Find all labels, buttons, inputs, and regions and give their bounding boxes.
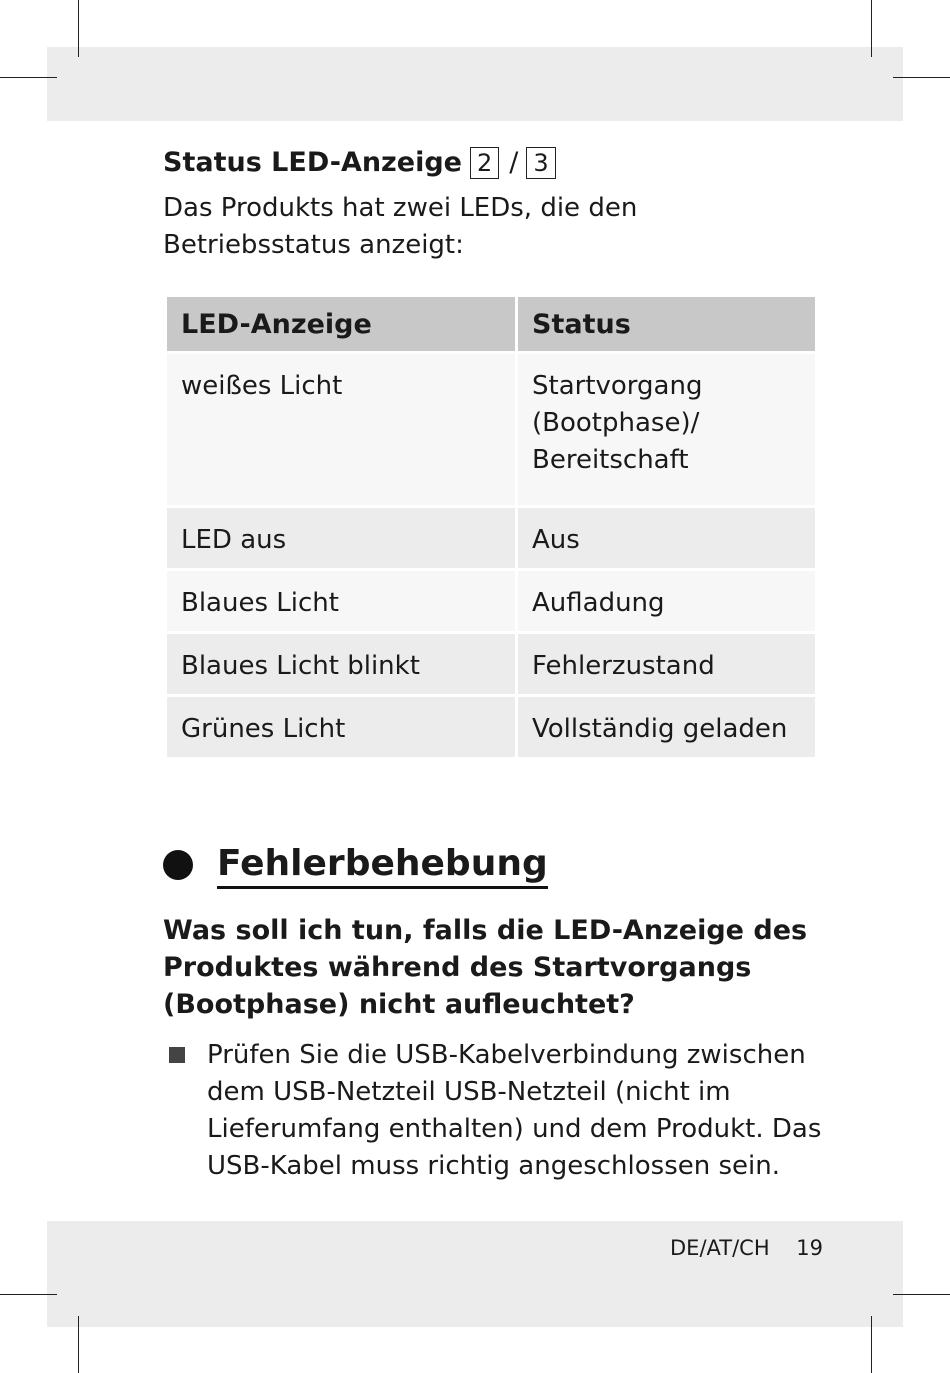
crop-mark (871, 1316, 872, 1373)
table-row (167, 634, 815, 694)
page-footer (670, 1236, 823, 1260)
crop-mark (78, 0, 79, 57)
led-indicator-cell: Blaues Licht (167, 571, 515, 631)
column-header-status: Status (518, 297, 815, 351)
led-status-cell: Aufladung (518, 571, 815, 631)
column-header-led: LED-Anzeige (167, 297, 515, 351)
crop-mark (78, 1316, 79, 1373)
square-bullet-icon (169, 1047, 185, 1063)
led-status-cell: Aus (518, 508, 815, 568)
troubleshooting-question: Was soll ich tun, falls die LED-Anzeige des Produktes während des Startvorgangs (Bootphase) nicht aufleuchtet? (163, 915, 808, 1020)
led-status-cell: Startvorgang (Bootphase)/ Bereitschaft (518, 354, 815, 505)
footer-region: DE/AT/CH (670, 1236, 770, 1260)
figure-ref-2: 2 (470, 147, 499, 179)
led-indicator-cell: LED aus (167, 508, 515, 568)
status-section (163, 140, 823, 264)
crop-mark (893, 1294, 950, 1295)
troubleshooting-section (163, 838, 833, 1185)
bullet-dot-icon (163, 850, 193, 880)
answer-text: Prüfen Sie die USB-Kabelverbindung zwischen dem USB-Netzteil USB-Netzteil (nicht im Lieferumfang enthalten) und dem Produkt. Das USB-Kabel muss richtig angeschlossen sein. (207, 1040, 822, 1181)
crop-mark (0, 77, 57, 78)
status-heading-text: Status LED-Anzeige (163, 147, 462, 178)
led-indicator-cell: Grünes Licht (167, 697, 515, 757)
troubleshooting-title: Fehlerbehebung (217, 842, 548, 889)
table-row (167, 508, 815, 568)
figure-ref-3: 3 (526, 147, 555, 179)
led-status-cell: Vollständig geladen (518, 697, 815, 757)
table-row (167, 697, 815, 757)
status-heading (163, 140, 823, 186)
table-row (167, 571, 815, 631)
crop-mark (871, 0, 872, 57)
troubleshooting-heading (163, 838, 833, 892)
led-status-cell: Fehlerzustand (518, 634, 815, 694)
page-number: 19 (796, 1236, 824, 1260)
led-indicator-cell: Blaues Licht blinkt (167, 634, 515, 694)
troubleshooting-answer (163, 1037, 833, 1185)
crop-mark (0, 1294, 57, 1295)
table-row (167, 354, 815, 505)
led-status-table (164, 294, 818, 760)
led-indicator-cell: weißes Licht (167, 354, 515, 505)
status-intro: Das Produkts hat zwei LEDs, die den Betriebsstatus anzeigt: (163, 193, 638, 260)
figure-ref-separator: / (509, 147, 519, 178)
header-band (47, 47, 903, 121)
table-header-row (167, 297, 815, 351)
crop-mark (893, 77, 950, 78)
